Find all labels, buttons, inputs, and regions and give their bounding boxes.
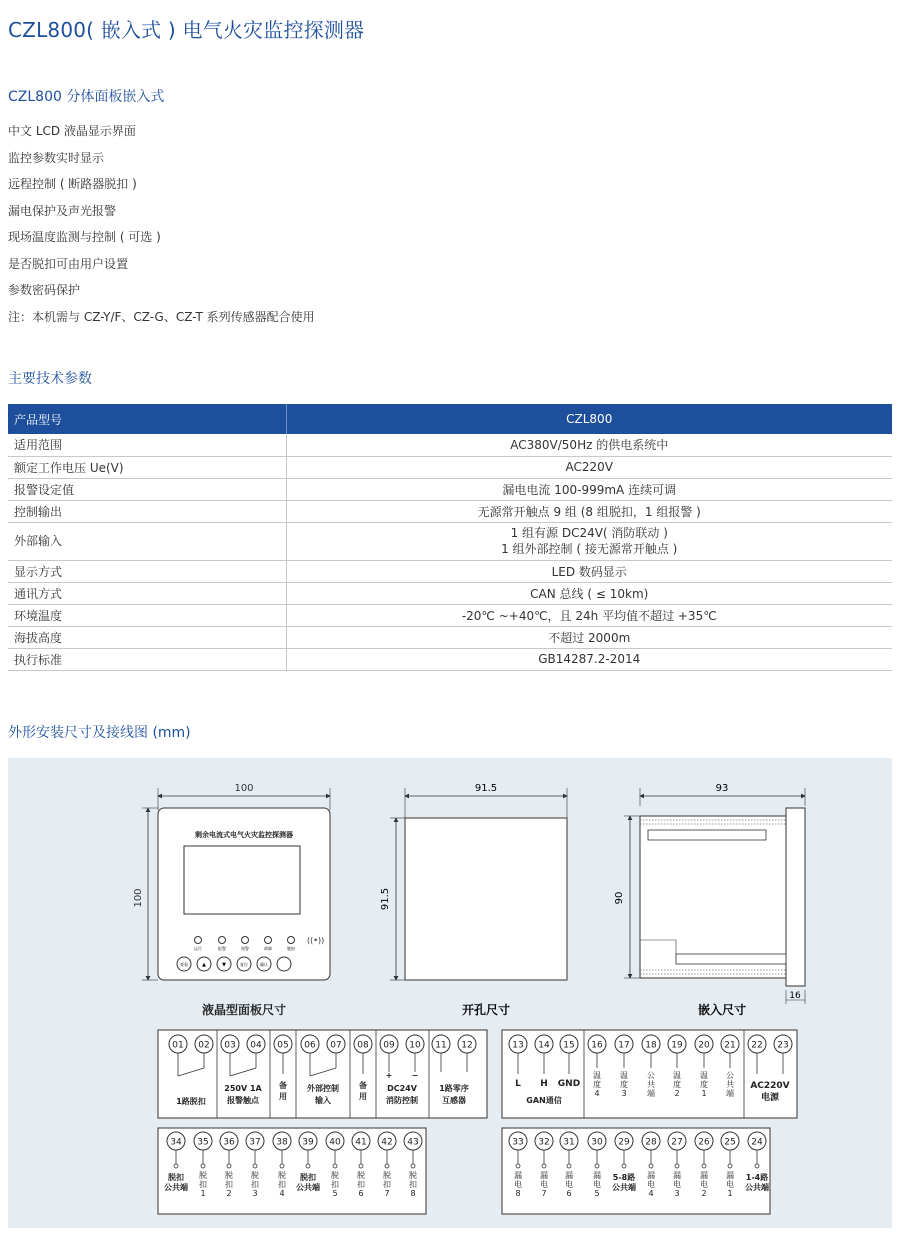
- spec-row: [8, 582, 892, 604]
- terminal-label: 4: [594, 1089, 600, 1098]
- terminal-label: 备: [279, 1081, 287, 1090]
- terminal-label: 温: [620, 1071, 628, 1080]
- terminal-number: 27: [671, 1137, 683, 1148]
- spec-row: [8, 434, 892, 456]
- terminal-node: [333, 1164, 337, 1168]
- panel-front-view: [133, 783, 330, 1017]
- device-label: 剩余电流式电气火灾监控探测器: [195, 831, 293, 839]
- spec-row: [8, 648, 892, 670]
- spec-row: [8, 604, 892, 626]
- terminal-sign: +: [385, 1071, 393, 1080]
- spec-row: [8, 478, 892, 500]
- terminal-label: 扣: [409, 1180, 417, 1189]
- terminal-number: 10: [409, 1040, 421, 1051]
- led-label: 预警: [241, 946, 249, 951]
- spec-table: [8, 404, 892, 671]
- terminal-node: [516, 1164, 520, 1168]
- terminal-label: 脱: [331, 1171, 339, 1180]
- terminal-label: 7: [541, 1189, 547, 1198]
- terminal-number: 09: [383, 1040, 395, 1051]
- terminal-number: 31: [563, 1137, 575, 1148]
- spec-label: 执行标准: [8, 648, 286, 670]
- led-label: 运行: [194, 946, 202, 951]
- panel-height-dim: 100: [133, 888, 144, 908]
- terminal-number: 25: [724, 1137, 736, 1148]
- page-title: CZL800( 嵌入式 ) 电气火灾监控探测器: [8, 18, 365, 42]
- terminal-label: 电: [540, 1180, 548, 1189]
- embed-width-dim: 93: [715, 783, 729, 794]
- terminal-label: 4: [279, 1189, 285, 1198]
- terminal-label: 3: [674, 1189, 680, 1198]
- terminal-label: 度: [593, 1080, 601, 1089]
- terminal-label: 漏: [726, 1171, 734, 1180]
- terminal-label: 漏: [593, 1171, 601, 1180]
- terminal-number: 35: [197, 1137, 209, 1148]
- terminal-label: 公共端: [745, 1183, 769, 1192]
- spec-row: [8, 626, 892, 648]
- dimension-drawing: [8, 758, 892, 1228]
- terminal-number: 38: [276, 1137, 288, 1148]
- spec-label: 产品型号: [8, 404, 286, 434]
- terminal-number: 18: [645, 1040, 657, 1051]
- spec-label: 海拔高度: [8, 626, 286, 648]
- drawing-heading: 外形安装尺寸及接线图 (mm): [8, 725, 191, 741]
- terminal-label: 共: [647, 1080, 655, 1089]
- terminal-number: 33: [512, 1137, 524, 1148]
- terminal-number: 34: [170, 1137, 182, 1148]
- embed-side-view: [614, 783, 805, 1017]
- led-label: 故障: [264, 946, 272, 951]
- terminal-node: [567, 1164, 571, 1168]
- terminal-number: 23: [777, 1040, 789, 1051]
- terminal-label: 1: [701, 1089, 707, 1098]
- terminal-label: 扣: [383, 1180, 391, 1189]
- terminal-sign: −: [411, 1071, 419, 1080]
- terminal-label: 公: [726, 1071, 734, 1080]
- cutout-view: [380, 783, 567, 1017]
- spec-label: 外部输入: [8, 522, 286, 560]
- terminal-label: 扣: [199, 1180, 207, 1189]
- terminal-label: 端: [726, 1089, 734, 1098]
- cutout-height-dim: 91.5: [380, 887, 391, 911]
- spec-label: 适用范围: [8, 434, 286, 456]
- terminal-label: 电: [726, 1180, 734, 1189]
- terminal-node: [675, 1164, 679, 1168]
- terminal-label: 温: [673, 1071, 681, 1080]
- feature-note: 注：本机需与 CZ-Y/F、CZ-G、CZ-T 系列传感器配合使用: [8, 309, 315, 324]
- terminal-number: 02: [198, 1040, 210, 1051]
- terminal-label: 脱: [357, 1171, 365, 1180]
- terminal-label: 公: [647, 1071, 655, 1080]
- terminal-number: 42: [381, 1137, 393, 1148]
- terminal-number: 41: [355, 1137, 367, 1148]
- terminal-label: 温: [593, 1071, 601, 1080]
- feature-item: 是否脱扣可由用户设置: [8, 256, 129, 271]
- spec-header-row: [8, 404, 892, 434]
- specs-heading: 主要技术参数: [8, 371, 92, 387]
- led-label: 脱扣: [287, 946, 295, 951]
- terminal-label: 扣: [357, 1180, 365, 1189]
- terminal-label: 漏: [700, 1171, 708, 1180]
- terminal-label: 4: [648, 1189, 654, 1198]
- terminal-label: 公共端: [164, 1183, 188, 1192]
- cutout-caption: 开孔尺寸: [461, 1003, 511, 1017]
- spec-value: 漏电电流 100-999mA 连续可调: [286, 478, 892, 500]
- spec-value: 无源常开触点 9 组 (8 组脱扣，1 组报警 ): [286, 500, 892, 522]
- terminal-label: 端: [647, 1089, 655, 1098]
- feature-item: 监控参数实时显示: [8, 150, 105, 165]
- terminal-number: 26: [698, 1137, 710, 1148]
- terminal-label: 脱: [251, 1171, 259, 1180]
- spec-value-line: 1 组外部控制 ( 接无源常开触点 ): [501, 542, 678, 556]
- terminal-label: 度: [673, 1080, 681, 1089]
- spec-label: 额定工作电压 Ue(V): [8, 456, 286, 478]
- spec-value: GB14287.2-2014: [286, 648, 892, 670]
- terminal-node: [306, 1164, 310, 1168]
- feature-item: 远程控制 ( 断路器脱扣 ): [8, 177, 137, 191]
- spec-value: CZL800: [286, 404, 892, 434]
- buzzer-icon: ((•)): [307, 936, 325, 945]
- spec-value: AC220V: [286, 456, 892, 478]
- terminal-node: [728, 1164, 732, 1168]
- terminal-label: 公共端: [612, 1183, 636, 1192]
- terminal-label: 脱: [278, 1171, 286, 1180]
- spec-row: [8, 456, 892, 478]
- terminal-label: 用: [279, 1092, 287, 1101]
- spec-value: -20℃ ~+40℃，且 24h 平均值不超过 +35℃: [286, 604, 892, 626]
- terminal-label: 6: [358, 1189, 364, 1198]
- terminal-label: 公共端: [296, 1183, 320, 1192]
- terminal-node: [755, 1164, 759, 1168]
- terminal-number: 16: [591, 1040, 603, 1051]
- terminal-label: 输入: [315, 1096, 331, 1105]
- terminal-label: 2: [701, 1189, 707, 1198]
- terminal-number: 07: [330, 1040, 342, 1051]
- terminal-label: 2: [674, 1089, 680, 1098]
- terminal-number: 15: [563, 1040, 575, 1051]
- feature-item: 现场温度监测与控制 ( 可选 ): [8, 230, 161, 244]
- terminal-label: 1-4路: [745, 1173, 769, 1182]
- cutout-width-dim: 91.5: [474, 783, 498, 794]
- terminal-label: 6: [566, 1189, 572, 1198]
- terminal-node: [595, 1164, 599, 1168]
- terminal-label: 8: [515, 1189, 521, 1198]
- terminal-label: 1: [200, 1189, 206, 1198]
- terminal-label: 用: [359, 1092, 367, 1101]
- spec-value: CAN 总线 ( ≤ 10km): [286, 582, 892, 604]
- terminal-node: [359, 1164, 363, 1168]
- terminal-node: [411, 1164, 415, 1168]
- terminal-label: 扣: [251, 1180, 259, 1189]
- spec-value: LED 数码显示: [286, 560, 892, 582]
- terminal-label: L: [515, 1079, 521, 1089]
- terminal-label: 温: [700, 1071, 708, 1080]
- spec-label: 通讯方式: [8, 582, 286, 604]
- lcd-screen: [184, 846, 300, 914]
- terminal-number: 14: [538, 1040, 550, 1051]
- terminal-label: 2: [226, 1189, 232, 1198]
- terminal-number: 36: [223, 1137, 235, 1148]
- terminal-number: 13: [512, 1040, 524, 1051]
- terminal-label: 漏: [673, 1171, 681, 1180]
- spec-label: 显示方式: [8, 560, 286, 582]
- terminal-label: 脱扣: [300, 1173, 316, 1182]
- terminal-label: 外部控制: [307, 1084, 339, 1093]
- terminal-number: 17: [618, 1040, 630, 1051]
- terminal-node: [702, 1164, 706, 1168]
- terminal-label: H: [540, 1079, 548, 1089]
- terminal-label: 5: [332, 1189, 338, 1198]
- terminal-label: AC220V: [750, 1081, 790, 1091]
- terminal-number: 05: [277, 1040, 289, 1051]
- drawing-svg: [8, 758, 892, 1228]
- spec-row: [8, 560, 892, 582]
- terminal-label: 备: [359, 1081, 367, 1090]
- terminal-number: 22: [751, 1040, 763, 1051]
- terminal-number: 11: [435, 1040, 447, 1051]
- terminal-number: 30: [591, 1137, 603, 1148]
- terminal-label: 扣: [331, 1180, 339, 1189]
- terminal-label: 1路零序: [439, 1084, 469, 1093]
- terminal-label: 漏: [647, 1171, 655, 1180]
- terminal-label: 电: [647, 1180, 655, 1189]
- terminal-label: 互感器: [442, 1096, 466, 1105]
- terminal-number: 01: [172, 1040, 184, 1051]
- terminal-label: 脱: [225, 1171, 233, 1180]
- terminal-label: DC24V: [387, 1084, 417, 1093]
- terminal-label: 脱: [383, 1171, 391, 1180]
- key-label: 确认: [260, 962, 268, 967]
- feature-item: 中文 LCD 液晶显示界面: [8, 124, 136, 138]
- terminal-label: 电: [565, 1180, 573, 1189]
- spec-row: [8, 500, 892, 522]
- terminal-label: 电: [514, 1180, 522, 1189]
- terminal-node: [174, 1164, 178, 1168]
- terminal-label: 电: [593, 1180, 601, 1189]
- terminal-node: [280, 1164, 284, 1168]
- feature-item: 参数密码保护: [8, 283, 81, 297]
- terminal-label: 7: [384, 1189, 390, 1198]
- terminal-number: 19: [671, 1040, 683, 1051]
- spec-value: 不超过 2000m: [286, 626, 892, 648]
- embed-depth-dim: 16: [789, 991, 801, 1001]
- terminal-node: [385, 1164, 389, 1168]
- terminal-number: 43: [407, 1137, 419, 1148]
- spec-value: AC380V/50Hz 的供电系统中: [286, 434, 892, 456]
- terminal-label: 扣: [225, 1180, 233, 1189]
- terminal-node: [253, 1164, 257, 1168]
- terminal-node: [201, 1164, 205, 1168]
- terminal-label: 报警触点: [227, 1096, 259, 1105]
- terminal-label: 漏: [540, 1171, 548, 1180]
- terminal-label: 度: [620, 1080, 628, 1089]
- spec-label: 环境温度: [8, 604, 286, 626]
- panel-caption: 液晶型面板尺寸: [201, 1003, 287, 1017]
- terminal-label: 3: [621, 1089, 627, 1098]
- panel-width-dim: 100: [234, 783, 254, 794]
- key-label: 复位: [240, 962, 248, 967]
- key-label: ▲: [202, 962, 206, 968]
- feature-item: 漏电保护及声光报警: [8, 203, 117, 218]
- terminal-label: GAN通信: [526, 1096, 562, 1105]
- embed-caption: 嵌入尺寸: [697, 1003, 747, 1017]
- terminal-number: 39: [302, 1137, 314, 1148]
- product-subtitle: CZL800 分体面板嵌入式: [8, 89, 165, 105]
- terminal-label: 共: [726, 1080, 734, 1089]
- terminal-label: 消防控制: [386, 1096, 418, 1105]
- terminal-label: 漏: [565, 1171, 573, 1180]
- spec-label: 报警设定值: [8, 478, 286, 500]
- terminal-number: 37: [249, 1137, 261, 1148]
- terminal-label: 8: [410, 1189, 416, 1198]
- feature-list: [8, 118, 315, 330]
- spec-value-line: 1 组有源 DC24V( 消防联动 ): [510, 526, 668, 540]
- key-label: 查看: [180, 962, 188, 967]
- embed-height-dim: 90: [614, 891, 625, 905]
- terminal-number: 40: [329, 1137, 341, 1148]
- terminal-number: 04: [250, 1040, 262, 1051]
- terminal-label: 5-8路: [612, 1173, 636, 1182]
- terminal-number: 20: [698, 1040, 710, 1051]
- terminal-label: 250V 1A: [224, 1084, 262, 1093]
- terminal-number: 03: [224, 1040, 236, 1051]
- terminal-label: 漏: [514, 1171, 522, 1180]
- terminal-number: 12: [461, 1040, 473, 1051]
- terminal-label: 1路脱扣: [176, 1097, 206, 1106]
- terminal-number: 24: [751, 1137, 763, 1148]
- terminal-label: 5: [594, 1189, 600, 1198]
- terminal-number: 29: [618, 1137, 630, 1148]
- terminal-number: 28: [645, 1137, 657, 1148]
- terminal-label: GND: [557, 1079, 581, 1089]
- terminal-node: [227, 1164, 231, 1168]
- terminal-label: 度: [700, 1080, 708, 1089]
- terminal-node: [649, 1164, 653, 1168]
- key-label: ▼: [222, 962, 226, 968]
- terminal-label: 3: [252, 1189, 258, 1198]
- terminal-number: 06: [304, 1040, 316, 1051]
- terminal-number: 32: [538, 1137, 550, 1148]
- terminal-number: 08: [357, 1040, 369, 1051]
- terminal-label: 电: [673, 1180, 681, 1189]
- spec-label: 控制输出: [8, 500, 286, 522]
- terminal-label: 脱: [409, 1171, 417, 1180]
- terminal-label: 扣: [278, 1180, 286, 1189]
- terminal-node: [542, 1164, 546, 1168]
- spec-row: [8, 522, 892, 560]
- terminal-label: 电源: [760, 1093, 780, 1103]
- terminal-label: 1: [727, 1189, 733, 1198]
- spec-value: [286, 522, 892, 560]
- terminal-label: 电: [700, 1180, 708, 1189]
- led-label: 报警: [218, 946, 226, 951]
- terminal-number: 21: [724, 1040, 736, 1051]
- terminal-label: 脱扣: [168, 1173, 184, 1182]
- terminal-node: [622, 1164, 626, 1168]
- terminal-label: 脱: [199, 1171, 207, 1180]
